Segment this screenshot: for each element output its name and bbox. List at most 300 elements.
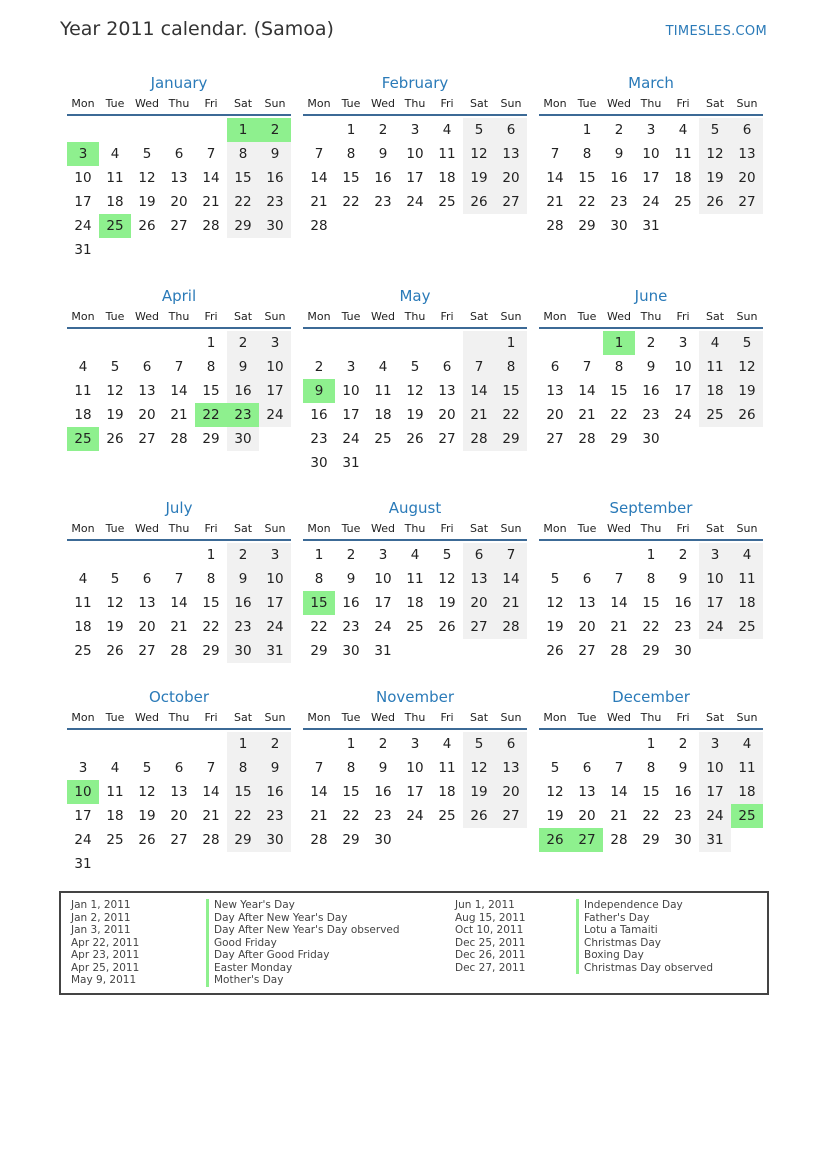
- weekday-label: Sun: [264, 522, 286, 535]
- weekday-label: Sat: [469, 310, 489, 323]
- empty-cell: [195, 732, 227, 756]
- day-cell: 17: [74, 808, 92, 824]
- day-cell: 21: [610, 808, 628, 824]
- holiday-date: Dec 26, 2011: [455, 949, 526, 961]
- empty-cell: [131, 732, 163, 756]
- weekday-label: Fri: [204, 97, 218, 110]
- month-5: [539, 285, 763, 451]
- day-cell: 11: [74, 383, 92, 399]
- weekday-label: Sun: [264, 97, 286, 110]
- weekday-label: Sun: [736, 97, 758, 110]
- day-cell: 29: [495, 427, 527, 451]
- day-grid: [67, 118, 291, 262]
- day-grid: [539, 118, 763, 238]
- empty-cell: [431, 331, 463, 355]
- day-cell: 22: [578, 194, 596, 210]
- weekday-header: [539, 94, 763, 116]
- day-cell: 9: [378, 760, 388, 776]
- day-cell: 7: [550, 146, 560, 162]
- day-cell: 3: [78, 760, 88, 776]
- day-cell: 16: [227, 591, 259, 615]
- day-cell: 3: [410, 122, 420, 138]
- day-cell: 24: [74, 218, 92, 234]
- day-cell: 14: [546, 170, 564, 186]
- page-title: Year 2011 calendar. (Samoa): [60, 18, 334, 40]
- day-cell: 3: [646, 122, 656, 138]
- empty-cell: [603, 732, 635, 756]
- day-cell: 29: [342, 832, 360, 848]
- weekday-label: Sun: [736, 522, 758, 535]
- weekday-header: [303, 519, 527, 541]
- day-cell: 16: [674, 784, 692, 800]
- day-cell: 24: [699, 615, 731, 639]
- weekday-label: Sun: [736, 310, 758, 323]
- weekday-label: Sun: [264, 310, 286, 323]
- day-cell: 6: [582, 571, 592, 587]
- day-cell: 13: [731, 142, 763, 166]
- holiday-name: Lotu a Tamaiti: [584, 924, 658, 936]
- day-cell: 4: [699, 331, 731, 355]
- day-cell: 7: [582, 359, 592, 375]
- day-cell: 17: [259, 591, 291, 615]
- empty-cell: [303, 732, 335, 756]
- day-cell: 8: [314, 571, 324, 587]
- holiday-dates-left: [71, 899, 139, 987]
- empty-cell: [131, 331, 163, 355]
- month-name: May: [399, 287, 431, 305]
- weekday-label: Sun: [736, 711, 758, 724]
- day-cell: 4: [678, 122, 688, 138]
- day-cell: 14: [202, 784, 220, 800]
- day-cell: 23: [342, 619, 360, 635]
- weekday-label: Fri: [676, 711, 690, 724]
- day-cell: 20: [170, 808, 188, 824]
- weekday-label: Mon: [543, 522, 567, 535]
- day-cell: 19: [138, 808, 156, 824]
- weekday-label: Sun: [500, 97, 522, 110]
- day-cell: 25: [67, 427, 99, 451]
- day-cell: 23: [374, 194, 392, 210]
- weekday-header: [303, 307, 527, 329]
- day-cell: 8: [227, 756, 259, 780]
- weekday-label: Tue: [577, 310, 597, 323]
- day-cell: 26: [463, 804, 495, 828]
- day-cell: 7: [463, 355, 495, 379]
- day-cell: 11: [74, 595, 92, 611]
- day-cell: 14: [495, 567, 527, 591]
- day-cell: 25: [99, 214, 131, 238]
- weekday-label: Sat: [705, 522, 725, 535]
- day-cell: 3: [410, 736, 420, 752]
- day-cell: 21: [202, 808, 220, 824]
- day-cell: 24: [642, 194, 660, 210]
- day-cell: 28: [495, 615, 527, 639]
- day-cell: 12: [546, 595, 564, 611]
- weekday-label: Wed: [371, 711, 395, 724]
- day-cell: 16: [259, 166, 291, 190]
- day-cell: 13: [138, 383, 156, 399]
- day-cell: 8: [646, 571, 656, 587]
- day-cell: 15: [578, 170, 596, 186]
- day-cell: 3: [699, 732, 731, 756]
- day-cell: 1: [495, 331, 527, 355]
- holiday-name: Christmas Day observed: [584, 961, 714, 974]
- day-cell: 28: [310, 218, 328, 234]
- day-cell: 5: [463, 732, 495, 756]
- day-cell: 27: [731, 190, 763, 214]
- day-cell: 31: [74, 242, 92, 258]
- day-cell: 15: [642, 595, 660, 611]
- day-cell: 26: [438, 619, 456, 635]
- day-cell: 14: [610, 784, 628, 800]
- weekday-label: Tue: [105, 97, 125, 110]
- day-cell: 14: [578, 383, 596, 399]
- day-grid: [67, 331, 291, 451]
- day-cell: 11: [674, 146, 692, 162]
- holiday-name: Independence Day: [584, 899, 683, 911]
- day-cell: 11: [731, 756, 763, 780]
- day-cell: 27: [438, 431, 456, 447]
- day-cell: 26: [106, 643, 124, 659]
- day-cell: 12: [463, 756, 495, 780]
- day-cell: 29: [202, 643, 220, 659]
- day-cell: 3: [259, 331, 291, 355]
- day-cell: 18: [438, 170, 456, 186]
- month-name: March: [628, 74, 674, 92]
- empty-cell: [67, 543, 99, 567]
- day-cell: 11: [731, 567, 763, 591]
- day-cell: 15: [303, 591, 335, 615]
- day-cell: 12: [106, 383, 124, 399]
- weekday-label: Mon: [71, 97, 95, 110]
- holiday-name: Day After New Year's Day: [214, 911, 348, 924]
- day-cell: 11: [438, 146, 456, 162]
- day-cell: 14: [610, 595, 628, 611]
- weekday-label: Thu: [168, 310, 190, 323]
- weekday-label: Mon: [307, 97, 331, 110]
- empty-cell: [399, 331, 431, 355]
- day-cell: 29: [227, 214, 259, 238]
- day-cell: 22: [227, 190, 259, 214]
- day-cell: 15: [227, 166, 259, 190]
- empty-cell: [163, 118, 195, 142]
- month-8: [539, 497, 763, 663]
- day-cell: 24: [406, 194, 424, 210]
- day-cell: 30: [227, 639, 259, 663]
- day-cell: 27: [578, 643, 596, 659]
- holiday-date: Oct 10, 2011: [455, 924, 524, 936]
- day-cell: 21: [495, 591, 527, 615]
- day-cell: 29: [578, 218, 596, 234]
- day-cell: 31: [74, 856, 92, 872]
- weekday-label: Tue: [577, 522, 597, 535]
- day-grid: [539, 732, 763, 852]
- holiday-name: Day After Good Friday: [214, 949, 330, 961]
- day-cell: 17: [74, 194, 92, 210]
- day-cell: 4: [731, 732, 763, 756]
- day-cell: 30: [227, 427, 259, 451]
- weekday-label: Wed: [607, 310, 631, 323]
- empty-cell: [539, 543, 571, 567]
- weekday-label: Mon: [307, 711, 331, 724]
- day-cell: 21: [170, 407, 188, 423]
- day-cell: 8: [646, 760, 656, 776]
- day-cell: 18: [74, 407, 92, 423]
- day-cell: 16: [610, 170, 628, 186]
- weekday-label: Wed: [607, 711, 631, 724]
- day-cell: 18: [106, 808, 124, 824]
- weekday-label: Wed: [607, 522, 631, 535]
- empty-cell: [67, 732, 99, 756]
- day-cell: 29: [202, 431, 220, 447]
- day-cell: 4: [731, 543, 763, 567]
- day-cell: 13: [138, 595, 156, 611]
- empty-cell: [539, 118, 571, 142]
- day-cell: 20: [138, 407, 156, 423]
- weekday-label: Mon: [71, 522, 95, 535]
- empty-cell: [131, 543, 163, 567]
- day-cell: 20: [170, 194, 188, 210]
- weekday-label: Mon: [543, 97, 567, 110]
- day-cell: 4: [442, 736, 452, 752]
- weekday-label: Mon: [543, 711, 567, 724]
- day-cell: 19: [438, 595, 456, 611]
- weekday-header: [539, 307, 763, 329]
- day-cell: 17: [406, 170, 424, 186]
- day-cell: 1: [206, 547, 216, 563]
- holiday-name: Christmas Day: [584, 936, 662, 949]
- weekday-label: Wed: [135, 310, 159, 323]
- day-cell: 12: [138, 784, 156, 800]
- day-cell: 25: [406, 619, 424, 635]
- month-6: [67, 497, 291, 663]
- month-name: October: [148, 688, 210, 706]
- day-cell: 28: [610, 832, 628, 848]
- day-cell: 12: [406, 383, 424, 399]
- day-cell: 17: [674, 383, 692, 399]
- weekday-header: [303, 708, 527, 730]
- weekday-label: Sat: [705, 711, 725, 724]
- weekday-label: Fri: [440, 97, 454, 110]
- day-cell: 18: [406, 595, 424, 611]
- day-cell: 23: [227, 615, 259, 639]
- day-cell: 23: [259, 190, 291, 214]
- day-cell: 5: [463, 118, 495, 142]
- day-cell: 16: [374, 170, 392, 186]
- day-cell: 24: [259, 615, 291, 639]
- day-cell: 18: [674, 170, 692, 186]
- day-cell: 15: [202, 595, 220, 611]
- day-cell: 18: [374, 407, 392, 423]
- empty-cell: [99, 118, 131, 142]
- weekday-label: Wed: [135, 522, 159, 535]
- weekday-label: Thu: [168, 97, 190, 110]
- day-cell: 18: [731, 780, 763, 804]
- day-cell: 21: [310, 808, 328, 824]
- day-cell: 9: [227, 567, 259, 591]
- day-cell: 5: [142, 146, 152, 162]
- day-cell: 17: [342, 407, 360, 423]
- weekday-label: Thu: [404, 711, 426, 724]
- weekday-label: Tue: [577, 711, 597, 724]
- day-cell: 10: [674, 359, 692, 375]
- day-cell: 5: [550, 760, 560, 776]
- weekday-label: Tue: [341, 310, 361, 323]
- day-cell: 1: [646, 547, 656, 563]
- day-cell: 13: [170, 170, 188, 186]
- day-cell: 2: [227, 331, 259, 355]
- day-cell: 2: [259, 118, 291, 142]
- day-cell: 30: [642, 431, 660, 447]
- day-cell: 18: [731, 591, 763, 615]
- day-cell: 17: [406, 784, 424, 800]
- weekday-label: Mon: [71, 310, 95, 323]
- weekday-label: Thu: [404, 522, 426, 535]
- day-cell: 18: [106, 194, 124, 210]
- empty-cell: [131, 118, 163, 142]
- weekday-header: [67, 94, 291, 116]
- day-cell: 14: [202, 170, 220, 186]
- month-name: January: [150, 74, 208, 92]
- day-cell: 3: [259, 543, 291, 567]
- day-cell: 23: [674, 619, 692, 635]
- day-cell: 7: [614, 760, 624, 776]
- day-cell: 19: [138, 194, 156, 210]
- day-cell: 6: [731, 118, 763, 142]
- day-cell: 29: [227, 828, 259, 852]
- month-10: [303, 686, 527, 852]
- weekday-label: Mon: [71, 711, 95, 724]
- weekday-label: Fri: [676, 310, 690, 323]
- holiday-name: Boxing Day: [584, 949, 644, 961]
- day-cell: 25: [74, 643, 92, 659]
- day-cell: 17: [374, 595, 392, 611]
- month-3: [67, 285, 291, 451]
- holiday-date: Jan 3, 2011: [71, 924, 131, 936]
- day-cell: 11: [699, 355, 731, 379]
- day-cell: 21: [310, 194, 328, 210]
- day-cell: 19: [546, 808, 564, 824]
- day-cell: 30: [310, 455, 328, 471]
- day-cell: 5: [410, 359, 420, 375]
- weekday-label: Thu: [168, 711, 190, 724]
- day-cell: 18: [74, 619, 92, 635]
- empty-cell: [303, 118, 335, 142]
- day-cell: 24: [674, 407, 692, 423]
- day-cell: 8: [206, 359, 216, 375]
- month-name: February: [381, 74, 449, 92]
- day-cell: 27: [138, 431, 156, 447]
- day-cell: 13: [578, 784, 596, 800]
- weekday-label: Tue: [105, 711, 125, 724]
- day-cell: 26: [546, 643, 564, 659]
- day-cell: 20: [731, 166, 763, 190]
- day-cell: 15: [610, 383, 628, 399]
- month-0: [67, 72, 291, 262]
- day-cell: 22: [342, 808, 360, 824]
- weekday-label: Thu: [404, 310, 426, 323]
- day-cell: 16: [259, 780, 291, 804]
- day-cell: 11: [106, 784, 124, 800]
- day-cell: 16: [674, 595, 692, 611]
- day-cell: 6: [550, 359, 560, 375]
- day-cell: 22: [642, 808, 660, 824]
- day-cell: 2: [314, 359, 324, 375]
- weekday-label: Thu: [640, 97, 662, 110]
- day-cell: 9: [346, 571, 356, 587]
- day-cell: 7: [314, 760, 324, 776]
- day-cell: 25: [374, 431, 392, 447]
- day-cell: 30: [259, 214, 291, 238]
- weekday-label: Fri: [440, 522, 454, 535]
- day-cell: 29: [310, 643, 328, 659]
- day-cell: 31: [259, 639, 291, 663]
- day-cell: 13: [170, 784, 188, 800]
- weekday-label: Tue: [341, 97, 361, 110]
- empty-cell: [163, 543, 195, 567]
- holiday-date: Jan 1, 2011: [71, 899, 131, 911]
- holiday-name: Day After New Year's Day observed: [214, 924, 400, 936]
- month-name: April: [161, 287, 197, 305]
- day-cell: 16: [310, 407, 328, 423]
- site-link[interactable]: TIMESLES.COM: [665, 24, 767, 39]
- day-cell: 22: [342, 194, 360, 210]
- weekday-label: Wed: [371, 310, 395, 323]
- day-cell: 23: [310, 431, 328, 447]
- day-cell: 8: [206, 571, 216, 587]
- day-cell: 15: [642, 784, 660, 800]
- weekday-label: Sun: [500, 711, 522, 724]
- day-cell: 7: [174, 571, 184, 587]
- month-name: June: [634, 287, 668, 305]
- weekday-label: Sun: [500, 522, 522, 535]
- day-cell: 3: [67, 142, 99, 166]
- day-grid: [303, 331, 527, 475]
- weekday-label: Fri: [440, 310, 454, 323]
- day-cell: 19: [463, 166, 495, 190]
- weekday-label: Thu: [640, 711, 662, 724]
- day-cell: 5: [110, 359, 120, 375]
- day-cell: 19: [699, 166, 731, 190]
- day-cell: 24: [406, 808, 424, 824]
- holiday-list: [59, 891, 769, 995]
- day-cell: 27: [170, 832, 188, 848]
- holiday-date: Dec 27, 2011: [455, 961, 526, 974]
- month-9: [67, 686, 291, 876]
- weekday-label: Wed: [607, 97, 631, 110]
- day-cell: 27: [170, 218, 188, 234]
- day-cell: 29: [610, 431, 628, 447]
- day-cell: 28: [202, 832, 220, 848]
- weekday-label: Sun: [264, 711, 286, 724]
- weekday-label: Sat: [233, 97, 253, 110]
- empty-cell: [99, 331, 131, 355]
- day-cell: 27: [463, 615, 495, 639]
- day-cell: 14: [170, 383, 188, 399]
- holiday-date: Apr 22, 2011: [71, 936, 140, 949]
- day-cell: 1: [603, 331, 635, 355]
- day-cell: 16: [227, 379, 259, 403]
- day-cell: 28: [202, 218, 220, 234]
- day-cell: 3: [678, 335, 688, 351]
- weekday-label: Sat: [469, 97, 489, 110]
- weekday-label: Thu: [404, 97, 426, 110]
- day-cell: 8: [346, 146, 356, 162]
- day-cell: 30: [374, 832, 392, 848]
- day-cell: 31: [374, 643, 392, 659]
- day-cell: 27: [495, 190, 527, 214]
- day-cell: 22: [495, 403, 527, 427]
